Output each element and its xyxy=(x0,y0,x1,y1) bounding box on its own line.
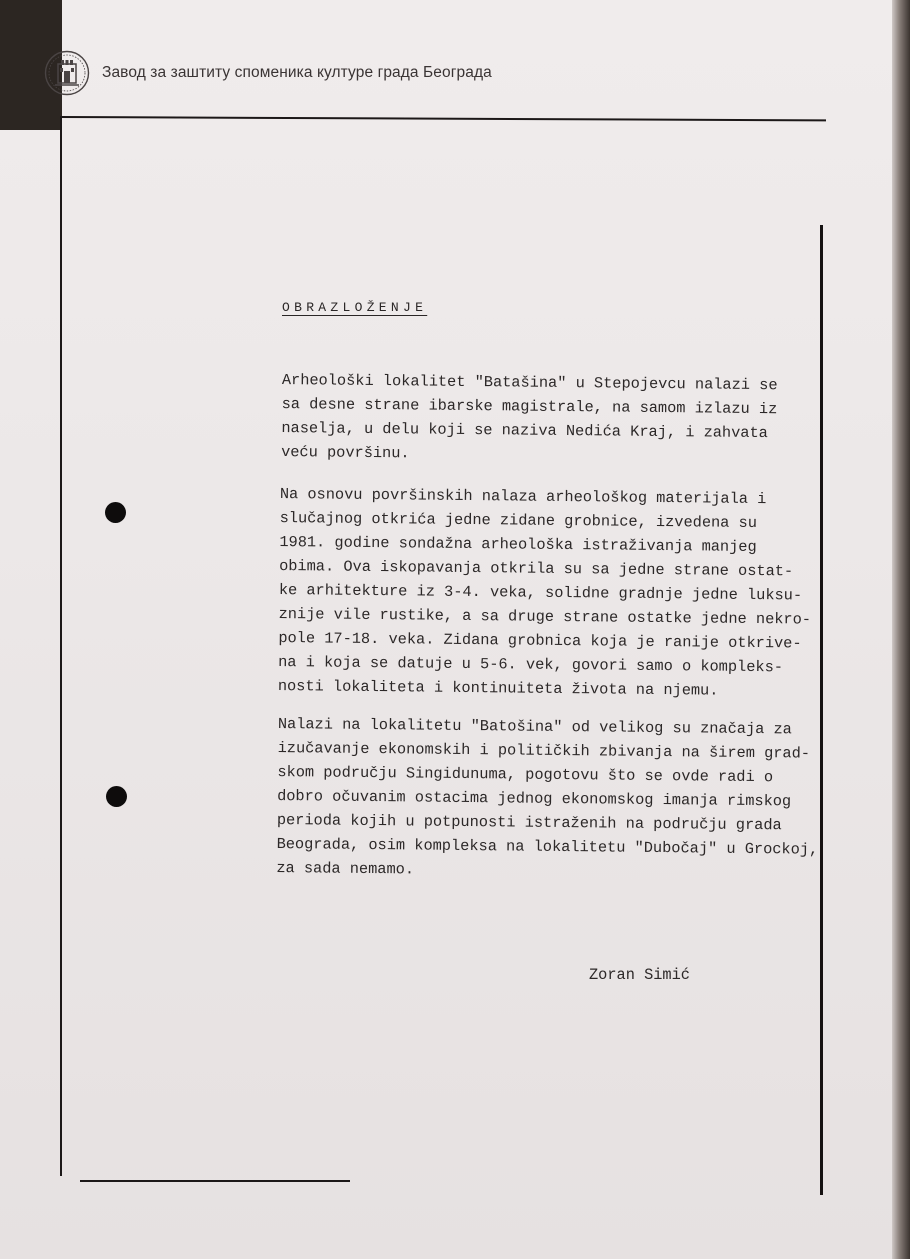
paragraph-2 xyxy=(278,482,813,704)
punch-hole xyxy=(106,786,127,807)
text-line: dobro očuvanim ostacima jednog ekonomskog imanja rimskog xyxy=(277,786,792,811)
frame-left-rule xyxy=(60,116,62,1176)
text-line: Na osnovu površinskih nalaza arheološkog materijala i xyxy=(279,484,767,509)
institution-name: Завод за заштиту споменика културе града Београда xyxy=(102,64,492,81)
text-line: za sada nemamo. xyxy=(276,858,415,879)
signature-name: Zoran Simić xyxy=(589,966,690,984)
text-line: sa desne strane ibarske magistrale, na samom izlazu iz xyxy=(281,394,778,419)
document-title: OBRAZLOŽENJE xyxy=(282,300,428,315)
text-line: skom području Singidunuma, pogotovu što se ovde radi o xyxy=(277,762,774,787)
text-line: izučavanje ekonomskih i političkih zbivanja na širem grad- xyxy=(277,738,811,763)
frame-bottom-rule xyxy=(80,1180,350,1182)
frame-right-rule xyxy=(820,225,823,1195)
text-line: 1981. godine sondažna arheološka istraživanja manjeg xyxy=(279,532,757,556)
text-line: nosti lokaliteta i kontinuiteta života na njemu. xyxy=(277,676,719,700)
text-line: znije vile rustike, a sa druge strane ostatke jedne nekro- xyxy=(278,604,812,629)
text-line: Nalazi na lokalitetu "Batošina" od velikog su značaja za xyxy=(277,714,793,739)
text-line: obima. Ova iskopavanja otkrila su sa jedne strane ostat- xyxy=(279,556,794,581)
text-line: slučajnog otkrića jedne zidane grobnice, izvedena su xyxy=(279,508,758,532)
punch-hole xyxy=(105,502,126,523)
paper-stack-edge xyxy=(892,0,910,1259)
text-line: na i koja se datuje u 5-6. vek, govori samo o kompleks- xyxy=(278,652,784,677)
text-line: ke arhitekture iz 3-4. veka, solidne gradnje jedne luksu- xyxy=(278,580,803,605)
institute-emblem-icon xyxy=(44,50,90,96)
paragraph-1 xyxy=(281,368,778,469)
text-line: naselja, u delu koji se naziva Nedića Kraj, i zahvata xyxy=(281,418,768,443)
text-line: pole 17-18. veka. Zidana grobnica koja je ranije otkrive- xyxy=(278,628,802,653)
text-line: Beograda, osim kompleksa na lokalitetu "Dubočaj" u Grockoj, xyxy=(276,834,819,859)
paragraph-3 xyxy=(276,712,819,886)
letterhead xyxy=(44,50,492,96)
text-line: Arheološki lokalitet "Batašina" u Stepojevcu nalazi se xyxy=(281,370,778,395)
text-line: veću površinu. xyxy=(281,442,410,463)
text-line: perioda kojih u potpunosti istraženih na području grada xyxy=(276,810,782,835)
